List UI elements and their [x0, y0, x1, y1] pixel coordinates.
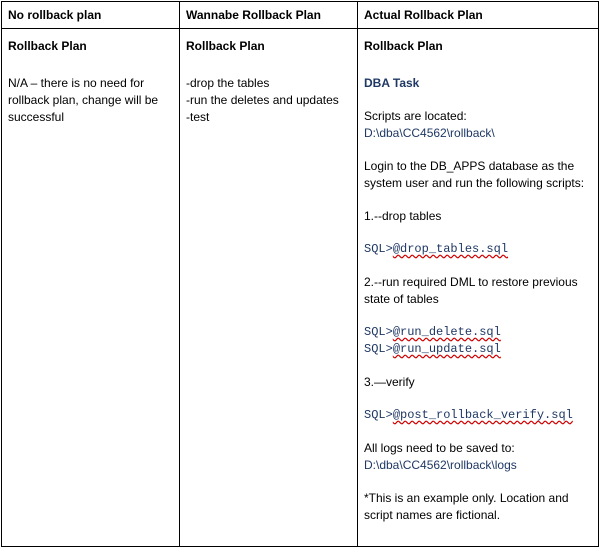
header-wannabe-rollback: Wannabe Rollback Plan	[186, 8, 321, 22]
step-3-label: 3.—verify	[364, 375, 415, 389]
sql-verify-line	[364, 407, 592, 424]
header-no-rollback: No rollback plan	[8, 8, 102, 22]
list-item: -test	[186, 110, 210, 124]
disclaimer-note: *This is an example only. Location and script names are fictional.	[364, 491, 569, 522]
step-1-label: 1.--drop tables	[364, 209, 442, 223]
sql-delete-script: @run_delete.sql	[392, 325, 501, 339]
rollback-plan-table	[1, 1, 599, 547]
sql-delete-line	[364, 324, 592, 341]
step-2-label: 2.--run required DML to restore previous state of tables	[364, 275, 578, 306]
section-title: Rollback Plan	[364, 39, 443, 53]
sql-prompt: SQL>	[364, 408, 393, 422]
sql-update-line	[364, 341, 592, 358]
sql-prompt: SQL>	[364, 342, 393, 356]
sql-prompt: SQL>	[364, 242, 393, 256]
column-wannabe-rollback	[180, 29, 357, 546]
wannabe-steps-list	[186, 75, 351, 126]
column-no-rollback	[2, 29, 179, 546]
sql-verify-script: @post_rollback_verify.sql	[392, 408, 573, 422]
login-instructions: Login to the DB_APPS database as the system user and run the following scripts:	[364, 159, 585, 190]
header-actual-rollback: Actual Rollback Plan	[364, 8, 483, 22]
list-item: -run the deletes and updates	[186, 93, 339, 107]
section-title: Rollback Plan	[8, 39, 87, 53]
scripts-located-label: Scripts are located:	[364, 109, 467, 123]
sql-drop-line	[364, 241, 592, 258]
sql-drop-script: @drop_tables.sql	[392, 242, 509, 256]
scripts-path: D:\dba\CC4562\rollback\	[364, 126, 495, 140]
dba-task-label: DBA Task	[364, 76, 420, 90]
list-item: -drop the tables	[186, 76, 270, 90]
section-title: Rollback Plan	[186, 39, 265, 53]
logs-label: All logs need to be saved to:	[364, 441, 515, 455]
column-actual-rollback	[358, 29, 598, 546]
sql-update-script: @run_update.sql	[392, 342, 501, 356]
sql-prompt: SQL>	[364, 325, 393, 339]
logs-path: D:\dba\CC4562\rollback\logs	[364, 458, 517, 472]
no-rollback-text: N/A – there is no need for rollback plan, change will be successful	[8, 76, 159, 124]
